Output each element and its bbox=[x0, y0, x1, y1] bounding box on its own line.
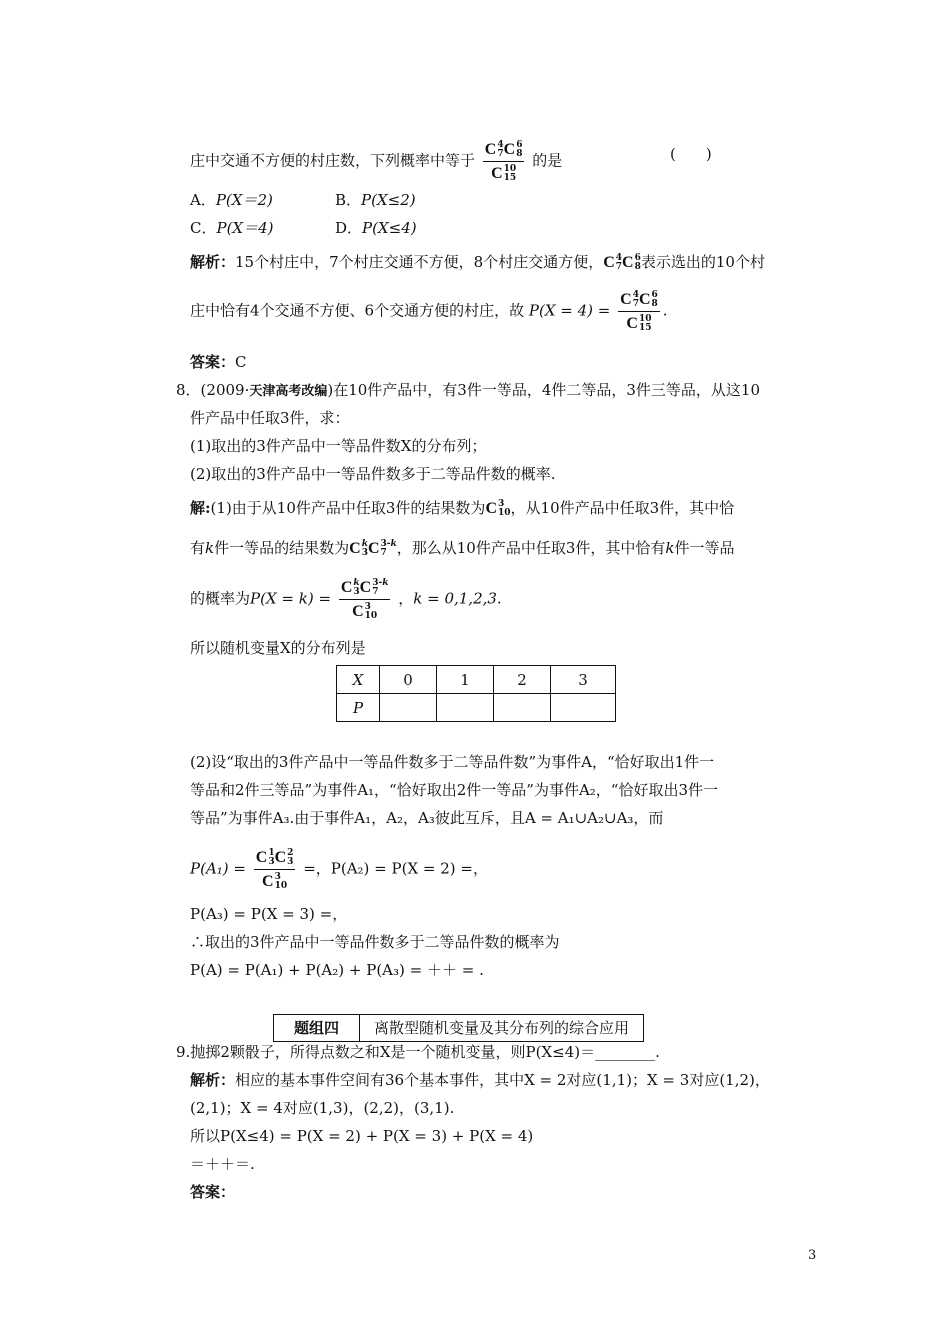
q8-part2-line1: (2)设“取出的3件产品中一等品件数多于二等品件数”为事件A，“恰好取出1件一 bbox=[190, 753, 715, 771]
q7-stem-tail: 的是 bbox=[532, 151, 563, 170]
q8-solution-label: 解: bbox=[190, 499, 211, 517]
table-row bbox=[337, 694, 616, 722]
table-cell: X bbox=[337, 666, 380, 694]
q7-option-d: D．P(X≤4) bbox=[335, 219, 417, 237]
q8-part2-line4: P(A₁) = C 1 3 C 2 3 C 3 10 =，P(A₂) = P(X = 2) =， bbox=[190, 848, 488, 891]
q9-analysis-line4: ＝＋＋＝. bbox=[190, 1155, 255, 1173]
q7-option-c: C．P(X＝4) bbox=[190, 219, 274, 237]
q7-answer-line: 答案：C bbox=[190, 353, 247, 371]
q8-stem-line1: 8．(2009·天津高考改编)在10件产品中，有3件一等品，4件二等品，3件三等品，从这10 bbox=[176, 381, 761, 399]
distribution-table bbox=[336, 665, 616, 722]
q9-analysis-label: 解析： bbox=[190, 1071, 236, 1089]
q8-part2-line3: 等品”为事件A₃.由于事件A₁，A₂，A₃彼此互斥，且A = A₁∪A₂∪A₃，而 bbox=[190, 809, 664, 827]
q8-part2-line2: 等品和2件三等品”为事件A₁，“恰好取出2件一等品”为事件A₂，“恰好取出3件一 bbox=[190, 781, 718, 799]
topic-group-label: 题组四 bbox=[274, 1015, 360, 1041]
q8-part1: (1)取出的3件产品中一等品件数X的分布列； bbox=[190, 437, 487, 455]
q7-stem-fraction: C 4 7 C 6 8 C 10 15 bbox=[484, 140, 523, 183]
q7-option-a: A．P(X＝2) bbox=[190, 191, 273, 209]
q8-part2-line7: P(A) = P(A₁) + P(A₂) + P(A₃) = ＋＋ = . bbox=[190, 961, 484, 979]
table-cell bbox=[437, 694, 494, 722]
q7-stem-line bbox=[190, 140, 562, 183]
topic-group-title: 离散型随机变量及其分布列的综合应用 bbox=[374, 1019, 630, 1037]
q9-analysis-line2: (2,1)；X = 4对应(1,3)，(2,2)，(3,1). bbox=[190, 1099, 455, 1117]
q7-analysis-label: 解析： bbox=[190, 253, 236, 271]
table-cell: 0 bbox=[380, 666, 437, 694]
q7-answer: C bbox=[235, 353, 247, 371]
q7-analysis-fraction: C 4 7 C 6 8 C 10 15 bbox=[620, 290, 658, 333]
q7-option-b: B．P(X≤2) bbox=[335, 191, 416, 209]
q8-distribution-intro: 所以随机变量X的分布列是 bbox=[190, 639, 366, 657]
table-cell bbox=[494, 694, 551, 722]
table-cell: 2 bbox=[494, 666, 551, 694]
q8-stem-line2: 件产品中任取3件，求： bbox=[190, 409, 350, 427]
q8-solution-line2: 有k件一等品的结果数为C k 3 C 3-k 7 ，那么从10件产品中任取3件，其中恰有k件一等品 bbox=[190, 539, 735, 558]
q8-part2-fraction: C 1 3 C 2 3 C 3 10 bbox=[255, 848, 294, 891]
q8-solution-line3: 的概率为P(X = k) = C k 3 C 3-k 7 C 3 10 ，k = 0,1,2,3. bbox=[190, 578, 502, 621]
table-cell bbox=[380, 694, 437, 722]
q8-part2-line6: ∴取出的3件产品中一等品件数多于二等品件数的概率为 bbox=[190, 933, 560, 951]
page-number: 3 bbox=[808, 1248, 817, 1263]
q8-part2-line5: P(A₃) = P(X = 3) =， bbox=[190, 905, 348, 923]
table-cell: P bbox=[337, 694, 380, 722]
q7-analysis-line1: 解析：15个村庄中，7个村庄交通不方便，8个村庄交通方便，C 4 7 C 6 8 表示选出的10个村 bbox=[190, 253, 765, 272]
q8-part2: (2)取出的3件产品中一等品件数多于二等品件数的概率. bbox=[190, 465, 556, 483]
table-cell: 3 bbox=[551, 666, 616, 694]
table-cell: 1 bbox=[437, 666, 494, 694]
q8-source: 天津高考改编 bbox=[249, 384, 328, 399]
q9-analysis-line3: 所以P(X≤4) = P(X = 2) + P(X = 3) + P(X = 4) bbox=[190, 1127, 534, 1145]
table-cell bbox=[551, 694, 616, 722]
q8-solution-fraction: C k 3 C 3-k 7 C 3 10 bbox=[340, 578, 389, 621]
table-row bbox=[337, 666, 616, 694]
topic-group-header bbox=[273, 1014, 644, 1042]
q9-analysis-line1: 解析：相应的基本事件空间有36个基本事件，其中X = 2对应(1,1)；X = 3对应(1,2)， bbox=[190, 1071, 770, 1089]
q9-answer-label: 答案： bbox=[190, 1183, 236, 1201]
q7-stem-text: 庄中交通不方便的村庄数，下列概率中等于 bbox=[190, 151, 476, 170]
q9-stem: 9.抛掷2颗骰子，所得点数之和X是一个随机变量，则P(X≤4)＝________. bbox=[176, 1043, 660, 1061]
q7-analysis-line2: 庄中恰有4个交通不方便、6个交通方便的村庄，故 P(X = 4) = C 4 7 C 6 8 C 10 15 . bbox=[190, 290, 668, 333]
q7-answer-blank: ( ) bbox=[670, 145, 712, 163]
q8-solution-line1: 解:(1)由于从10件产品中任取3件的结果数为C 3 10 ，从10件产品中任取3件，其中恰 bbox=[190, 499, 735, 518]
